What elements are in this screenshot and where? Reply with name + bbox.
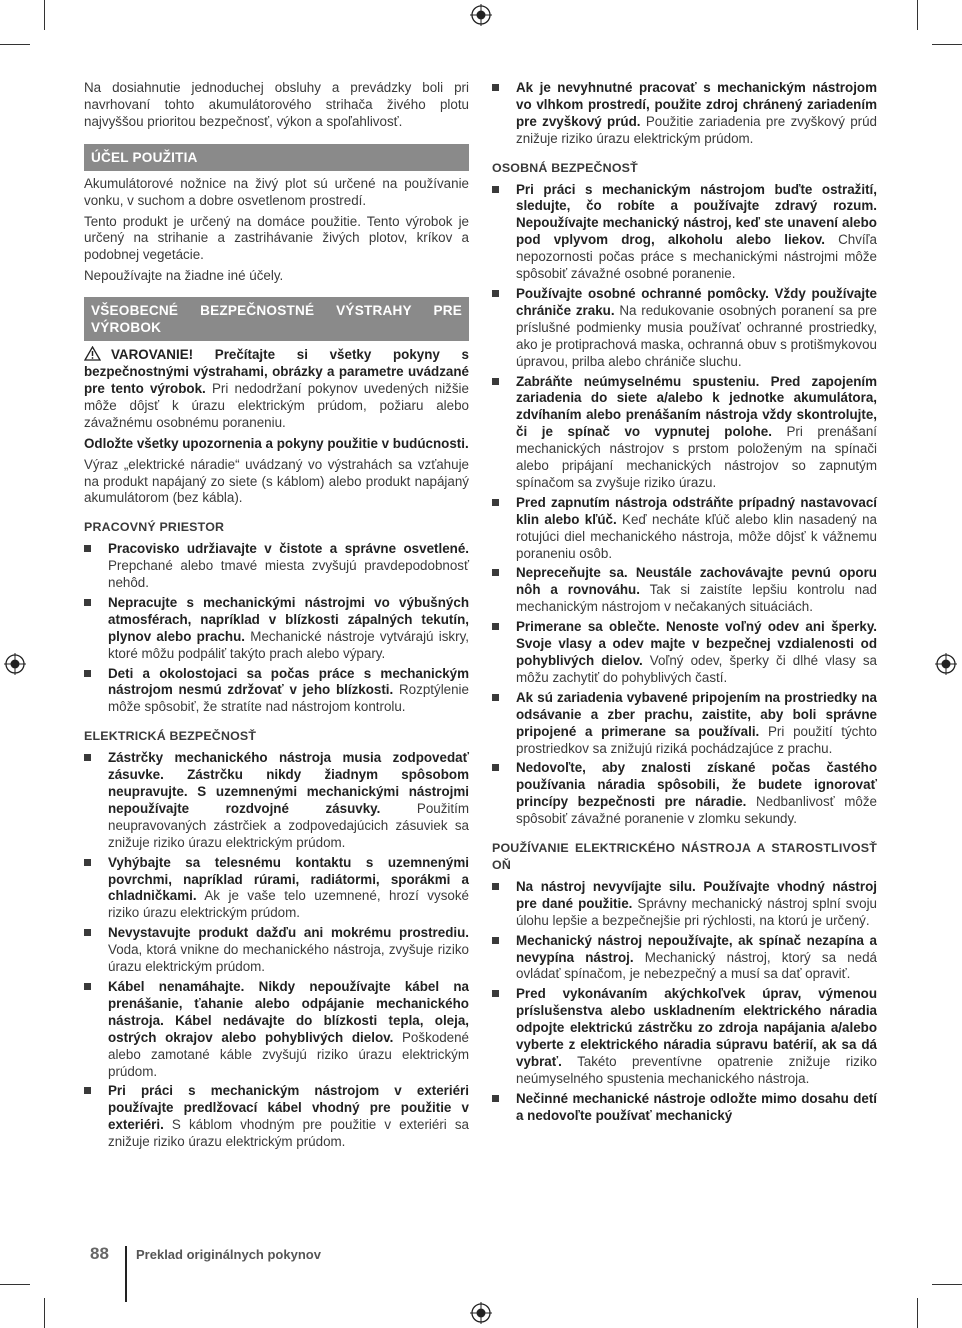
list-item	[84, 750, 469, 851]
bullet-square-icon	[84, 929, 91, 936]
crop-mark	[44, 0, 45, 30]
crop-mark	[932, 44, 962, 45]
top-list	[492, 80, 877, 148]
list-item	[492, 286, 877, 371]
intro-paragraph: Na dosiahnutie jednoduchej obsluhy a prevádzky boli pri navrhovaní tohto akumulátorového strihača živého plotu najvyššou prioritou bezpečnosť, výkon a spoľahlivosť.	[84, 80, 469, 129]
list-item	[84, 541, 469, 592]
list-item-bold-text: Pri práci s mechanickým nástrojom v exteriéri používajte predlžovací kábel vhodný pre použitie v exteriéri.	[108, 1083, 469, 1133]
subheading-usage: POUŽÍVANIE ELEKTRICKÉHO NÁSTROJA A STAROSTLIVOSŤ OŇ	[492, 841, 877, 872]
list-item-text: Keď necháte kľúč alebo klin nasadený na rotujúci diel mechanického nástroja, môže dôjsť k vážnemu poraneniu osôb.	[516, 511, 877, 561]
personal-list	[492, 182, 877, 829]
list-item	[84, 666, 469, 717]
bullet-square-icon	[84, 1087, 91, 1094]
list-item-text: Ak je vaše telo uzemnené, hrozí vysoké riziko úrazu elektrickým prúdom.	[108, 888, 469, 921]
usage-list	[492, 879, 877, 1125]
bullet-square-icon	[84, 983, 91, 990]
bullet-square-icon	[492, 378, 499, 385]
list-item-text: Takéto preventívne opatrenie znižuje riziko neúmyselného spustenia mechanického nástroja.	[516, 1053, 877, 1086]
page-number: 88	[90, 1244, 109, 1263]
bullet-square-icon	[492, 1095, 499, 1102]
list-item-bold-text: Používajte osobné ochranné pomôcky. Vždy používajte chrániče zraku.	[516, 285, 877, 318]
crop-mark	[917, 1298, 918, 1328]
list-item-bold-text: Primerane sa oblečte. Nenoste voľný odev ani šperky. Svoje vlasy a odev majte v bezpečnej vzdialenosti od pohyblivých dielov.	[516, 619, 877, 668]
list-item	[84, 595, 469, 663]
term-definition: Výraz „elektrické náradie“ uvádzaný vo výstrahách sa vzťahuje na produkt napájaný zo siete (s káblom) alebo produkt napájaný akumulátorom (bez kábla).	[84, 456, 469, 506]
list-item-text: Mechanické nástroje vytvárajú iskry, ktoré môžu podpáliť takýto prach alebo výpary.	[108, 628, 469, 661]
list-item	[492, 374, 877, 492]
workplace-list	[84, 541, 469, 716]
purpose-paragraph: Tento produkt je určený na domáce použitie. Tento výrobok je určený na strihanie a zastrihávanie živých plotov, kríkov a podobnej vegetácie.	[84, 213, 469, 263]
crop-mark	[932, 1284, 962, 1285]
electrical-list	[84, 750, 469, 1151]
crop-mark	[0, 44, 30, 45]
bullet-square-icon	[492, 623, 499, 630]
subheading-electrical: ELEKTRICKÁ BEZPEČNOSŤ	[84, 729, 257, 744]
list-item-bold-text: Pred vykonávaním akýchkoľvek úprav, výmenou príslušenstva alebo uskladnením elektrického náradia odpojte elektrickú zástrčku zo zdroja napájania a/alebo vyberte z elektrického náradia súpravu batérií, ak sa dá vybrať.	[516, 986, 877, 1069]
list-item	[492, 80, 877, 148]
list-item-text: Mechanický nástroj, ktorý sa nedá ovládať spínačom, je nebezpečný a musí sa dať opraviť.	[516, 949, 877, 982]
warning-text: Pri nedodržaní pokynov uvedených nižšie môže dôjsť k úrazu elektrickým prúdom, požiaru alebo závažnému osobnému poraneniu.	[84, 380, 469, 430]
list-item-text: Na redukovanie osobných poranení sa pre príslušné podmienky musia používať ochranné prostriedky, ako je protiprachová maska, ochranná obuv s protišmykovou úpravou, prilba alebo chrániče sluchu.	[516, 302, 877, 369]
bullet-square-icon	[492, 84, 499, 91]
list-item	[84, 979, 469, 1080]
list-item	[492, 1091, 877, 1125]
list-item-bold-text: Ak sú zariadenia vybavené pripojením na prostriedky na odsávanie a zber prachu, zaistite, aby boli správne pripojené a primerane sa používali.	[516, 689, 877, 739]
keep-instructions-text: Odložte všetky upozornenia a pokyny použitie v budúcnosti.	[84, 435, 469, 451]
list-item-text: Použitím neupravovaných zástrčiek a zodpovedajúcich zásuviek sa znižuje riziko úrazu elektrickým prúdom.	[108, 800, 469, 850]
list-item	[492, 986, 877, 1087]
section-heading-purpose: ÚČEL POUŽITIA	[84, 144, 469, 171]
bullet-square-icon	[84, 859, 91, 866]
list-item-text: Prepchané alebo tmavé miesta zvyšujú pravdepodobnosť nehôd.	[108, 558, 469, 591]
list-item-bold-text: Zástrčky mechanického nástroja musia zodpovedať zásuvke. Zástrčku nikdy žiadnym spôsobom neupravujte. S uzemnenými mechanickými nástrojmi nepoužívajte rozdvojné zásuvky.	[108, 750, 469, 816]
list-item-text: S káblom vhodným pre použitie v exteriéri sa znižuje riziko úrazu elektrickým prúdom.	[108, 1117, 469, 1150]
registration-mark-icon	[470, 1302, 492, 1324]
list-item-bold-text: Nepracujte s mechanickými nástrojmi vo výbušných atmosférach, napríklad v blízkosti zápalných tekutín, plynov alebo prachu.	[108, 594, 469, 644]
bullet-square-icon	[84, 670, 91, 677]
list-item-text: Tak si zaistíte lepšiu kontrolu nad mechanickým nástrojom v nečakaných situáciách.	[516, 582, 877, 615]
list-item-text: Rozptýlenie môže spôsobiť, že stratíte nad nástrojom kontrolu.	[108, 682, 469, 715]
bullet-square-icon	[492, 499, 499, 506]
left-column	[84, 80, 469, 1154]
list-item-bold-text: Nedovoľte, aby znalosti získané počas častého používania náradia spôsobili, že budete ignorovať princípy bezpečnosti pre náradie.	[516, 760, 877, 810]
warning-bold-text: VAROVANIE! Prečítajte si všetky pokyny s bezpečnostnými výstrahami, obrázky a parametre uvádzané pre tento výrobok.	[84, 347, 469, 396]
list-item-bold-text: Pred zapnutím nástroja odstráňte prípadný nastavovací klin alebo kľúč.	[516, 494, 877, 527]
list-item-bold-text: Zabráňte neúmyselnému spusteniu. Pred zapojením zariadenia do siete a/alebo k jednotke akumulátora, zdvíhaním alebo prenášaním nástroja vždy skontrolujte, či je spínač vo vypnutej polohe.	[516, 373, 877, 440]
bullet-square-icon	[84, 599, 91, 606]
list-item	[492, 933, 877, 984]
list-item-text: Správny mechanický nástroj splní svoju úlohu lepšie a bezpečnejšie pri rýchlosti, na ktorú je určený.	[516, 895, 877, 928]
list-item-bold-text: Nevystavujte produkt dažďu ani mokrému prostrediu.	[108, 925, 469, 941]
purpose-paragraph: Akumulátorové nožnice na živý plot sú určené na používanie vonku, v suchom a dobre osvetlenom prostredí.	[84, 175, 469, 208]
registration-mark-icon	[470, 4, 492, 26]
bullet-square-icon	[84, 754, 91, 761]
list-item-text: Nedbanlivosť môže spôsobiť závažné poranenie v zlomku sekundy.	[516, 794, 877, 827]
list-item	[84, 855, 469, 923]
list-item-text: Chvíľa nepozornosti počas práce s mechanickými nástrojmi môže spôsobiť závažné osobné poranenie.	[516, 232, 877, 282]
list-item-text: Pri prenášaní mechanických nástrojov s prstom položeným na spínači alebo pripájaní mechanických nástrojov so zapnutým spínačom sa zvyšuje riziko úrazu.	[516, 424, 877, 490]
keep-instructions	[84, 436, 469, 453]
list-item-text: Voľný odev, šperky či dlhé vlasy sa môžu zachytiť do pohyblivých častí.	[516, 653, 877, 685]
list-item-bold-text: Nečinné mechanické nástroje odložte mimo dosahu detí a nedovoľte používať mechanický	[516, 1090, 877, 1123]
registration-mark-icon	[4, 653, 26, 675]
list-item	[492, 495, 877, 563]
bullet-square-icon	[492, 290, 499, 297]
list-item-bold-text: Ak je nevyhnutné pracovať s mechanickým nástrojom vo vlhkom prostredí, použite zdroj chránený zariadením pre zvyškový prúd.	[516, 80, 877, 129]
list-item	[84, 1083, 469, 1151]
list-item-text: Pri použití týchto prostriedkov sa znižujú riziká pochádzajúce z prachu.	[516, 723, 877, 756]
bullet-square-icon	[492, 694, 499, 701]
list-item	[492, 690, 877, 758]
list-item-bold-text: Kábel nenamáhajte. Nikdy nepoužívajte kábel na prenášanie, ťahanie alebo odpájanie mechanického nástroja. Kábel nedávajte do blízkosti tepla, oleja, ostrých okrajov alebo pohyblivých dielov.	[108, 978, 469, 1045]
warning-triangle-icon	[84, 346, 101, 361]
list-item	[492, 565, 877, 616]
footer-divider	[125, 1246, 127, 1302]
list-item	[492, 619, 877, 687]
footer-text: Preklad originálnych pokynov	[136, 1247, 321, 1262]
purpose-paragraph: Nepoužívajte na žiadne iné účely.	[84, 268, 284, 284]
bullet-square-icon	[84, 545, 91, 552]
registration-mark-icon	[935, 653, 957, 675]
list-item-bold-text: Pri práci s mechanickým nástrojom buďte ostražití, sledujte, čo robíte a používajte zdravý rozum. Nepoužívajte mechanický nástroj, keď ste unavení alebo pod vplyvom drog, alkoholu alebo liekov.	[516, 181, 877, 248]
list-item	[492, 879, 877, 930]
warning-paragraph	[84, 346, 469, 432]
bullet-square-icon	[492, 883, 499, 890]
bullet-square-icon	[492, 937, 499, 944]
crop-mark	[0, 1284, 30, 1285]
subheading-workplace: PRACOVNÝ PRIESTOR	[84, 520, 225, 535]
subheading-personal: OSOBNÁ BEZPEČNOSŤ	[492, 160, 638, 175]
list-item-bold-text: Nepreceňujte sa. Neustále zachovávajte pevnú oporu nôh a rovnováhu.	[516, 565, 877, 598]
list-item-bold-text: Mechanický nástroj nepoužívajte, ak spínač nezapína a nevypína nástroj.	[516, 932, 877, 965]
list-item	[492, 760, 877, 828]
crop-mark	[44, 1298, 45, 1328]
bullet-square-icon	[492, 764, 499, 771]
crop-mark	[917, 0, 918, 30]
list-item-text: Použitie zariadenia pre zvyškový prúd znižuje riziko úrazu elektrickým prúdom.	[516, 113, 878, 146]
list-item-bold-text: Vyhýbajte sa telesnému kontaktu s uzemnenými povrchmi, napríklad rúrami, radiátormi, sporákmi a chladničkami.	[108, 854, 469, 904]
bullet-square-icon	[492, 186, 499, 193]
list-item-bold-text: Na nástroj nevyvíjajte silu. Používajte vhodný nástroj pre dané použitie.	[516, 878, 877, 911]
section-heading-safety: VŠEOBECNÉ BEZPEČNOSTNÉ VÝSTRAHY PRE VÝROBOK	[84, 297, 469, 341]
list-item-text: Voda, ktorá vnikne do mechanického nástroja, zvyšuje riziko úrazu elektrickým prúdom.	[108, 942, 469, 975]
list-item-bold-text: Deti a okolostojaci sa počas práce s mechanickým nástrojom nesmú zdržovať v jeho blízkosti.	[108, 665, 469, 698]
list-item-text: Poškodené alebo zamotané káble zvyšujú riziko úrazu elektrickým prúdom.	[108, 1029, 469, 1079]
bullet-square-icon	[492, 990, 499, 997]
list-item-bold-text: Pracovisko udržiavajte v čistote a správne osvetlené.	[108, 541, 469, 557]
right-column	[492, 80, 877, 1128]
list-item	[492, 182, 877, 283]
list-item	[84, 925, 469, 976]
bullet-square-icon	[492, 569, 499, 576]
